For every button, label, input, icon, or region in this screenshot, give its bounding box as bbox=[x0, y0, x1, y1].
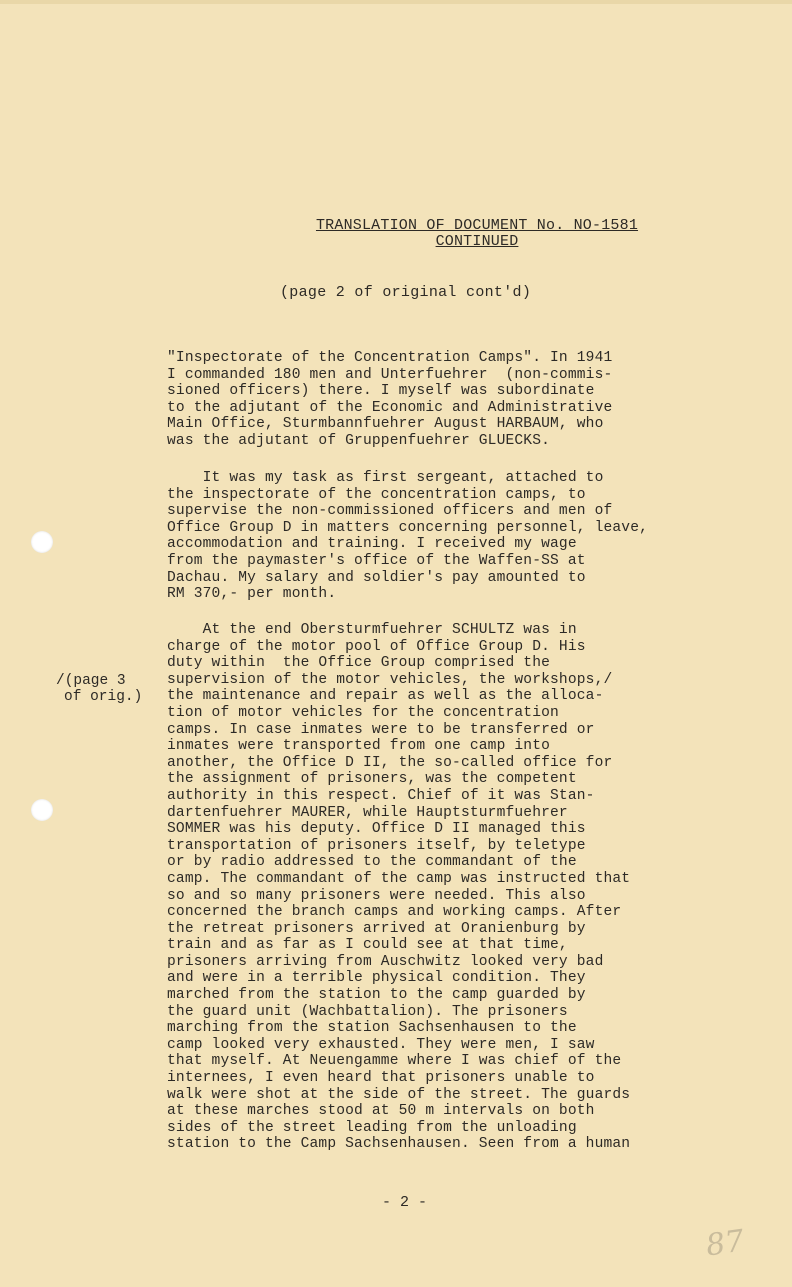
text-line: Office Group D in matters concerning personnel, leave, bbox=[167, 519, 649, 536]
text-line: internees, I even heard that prisoners unable to bbox=[167, 1070, 595, 1087]
text-line: supervise the non-commissioned officers and men of bbox=[167, 503, 613, 520]
text-line: camp looked very exhausted. They were men, I saw bbox=[167, 1036, 595, 1053]
text-line: that myself. At Neuengamme where I was chief of the bbox=[167, 1053, 622, 1070]
paper-edge bbox=[0, 0, 792, 4]
text-line: or by radio addressed to the commandant of the bbox=[167, 854, 577, 871]
text-line: accommodation and training. I received my wage bbox=[167, 536, 577, 553]
text-line: At the end Obersturmfuehrer SCHULTZ was in bbox=[167, 622, 577, 638]
page-reference-subheading: (page 2 of original cont'd) bbox=[280, 284, 532, 301]
text-line: so and so many prisoners were needed. This also bbox=[167, 887, 586, 904]
text-line: Main Office, Sturmbannfuehrer August HARBAUM, who bbox=[167, 416, 604, 433]
handwritten-folio-number: 87 bbox=[703, 1223, 747, 1264]
text-line: prisoners arriving from Auschwitz looked very bad bbox=[167, 953, 604, 970]
margin-note-line-1: /(page 3 bbox=[56, 673, 126, 689]
margin-note bbox=[56, 673, 166, 705]
text-line: supervision of the motor vehicles, the workshops,/ bbox=[167, 671, 613, 688]
text-line: the maintenance and repair as well as the alloca- bbox=[167, 688, 604, 705]
text-line: dartenfuehrer MAURER, while Hauptsturmfuehrer bbox=[167, 804, 568, 821]
text-line: duty within the Office Group comprised the bbox=[167, 655, 551, 672]
text-line: the assignment of prisoners, was the competent bbox=[167, 771, 577, 788]
text-line: from the paymaster's office of the Waffen-SS at bbox=[167, 552, 586, 569]
title-line-1: TRANSLATION OF DOCUMENT No. NO-1581 bbox=[315, 217, 639, 234]
text-line: tion of motor vehicles for the concentration bbox=[167, 704, 559, 721]
text-line: marched from the station to the camp guarded by bbox=[167, 987, 586, 1004]
text-line: charge of the motor pool of Office Group D. His bbox=[167, 638, 586, 655]
text-line: and were in a terrible physical condition. They bbox=[167, 970, 586, 987]
paragraph-3 bbox=[167, 622, 727, 1153]
document-title bbox=[296, 218, 658, 250]
text-line: sioned officers) there. I myself was subordinate bbox=[167, 383, 595, 400]
title-line-2: CONTINUED bbox=[435, 233, 519, 250]
paragraph-1 bbox=[167, 350, 727, 450]
margin-note-line-2: of orig.) bbox=[64, 689, 143, 705]
punch-hole-upper bbox=[31, 531, 53, 553]
text-line: the guard unit (Wachbattalion). The prisoners bbox=[167, 1003, 568, 1020]
text-line: another, the Office D II, the so-called office for bbox=[167, 754, 613, 771]
paragraph-2 bbox=[167, 470, 727, 603]
text-line: "Inspectorate of the Concentration Camps". In 1941 bbox=[167, 350, 613, 366]
text-line: train and as far as I could see at that time, bbox=[167, 937, 568, 954]
text-line: marching from the station Sachsenhausen to the bbox=[167, 1020, 577, 1037]
text-line: Dachau. My salary and soldier's pay amounted to bbox=[167, 569, 586, 586]
text-line: SOMMER was his deputy. Office D II managed this bbox=[167, 821, 586, 838]
text-line: inmates were transported from one camp into bbox=[167, 738, 551, 755]
text-line: camp. The commandant of the camp was instructed that bbox=[167, 870, 631, 887]
text-line: station to the Camp Sachsenhausen. Seen from a human bbox=[167, 1136, 631, 1153]
text-line: the retreat prisoners arrived at Oranienburg by bbox=[167, 920, 586, 937]
text-line: I commanded 180 men and Unterfuehrer (non-commis- bbox=[167, 366, 613, 383]
text-line: walk were shot at the side of the street. The guards bbox=[167, 1086, 631, 1103]
text-line: camps. In case inmates were to be transferred or bbox=[167, 721, 595, 738]
text-line: transportation of prisoners itself, by teletype bbox=[167, 837, 586, 854]
punch-hole-lower bbox=[31, 799, 53, 821]
text-line: to the adjutant of the Economic and Administrative bbox=[167, 399, 613, 416]
text-line: sides of the street leading from the unloading bbox=[167, 1119, 577, 1136]
text-line: authority in this respect. Chief of it was Stan- bbox=[167, 787, 595, 804]
text-line: at these marches stood at 50 m intervals on both bbox=[167, 1103, 595, 1120]
text-line: was the adjutant of Gruppenfuehrer GLUECKS. bbox=[167, 432, 551, 449]
page-number: - 2 - bbox=[382, 1194, 428, 1211]
text-line: RM 370,- per month. bbox=[167, 586, 337, 603]
text-line: the inspectorate of the concentration camps, to bbox=[167, 486, 586, 503]
text-line: It was my task as first sergeant, attached to bbox=[167, 470, 604, 486]
text-line: concerned the branch camps and working camps. After bbox=[167, 904, 622, 921]
